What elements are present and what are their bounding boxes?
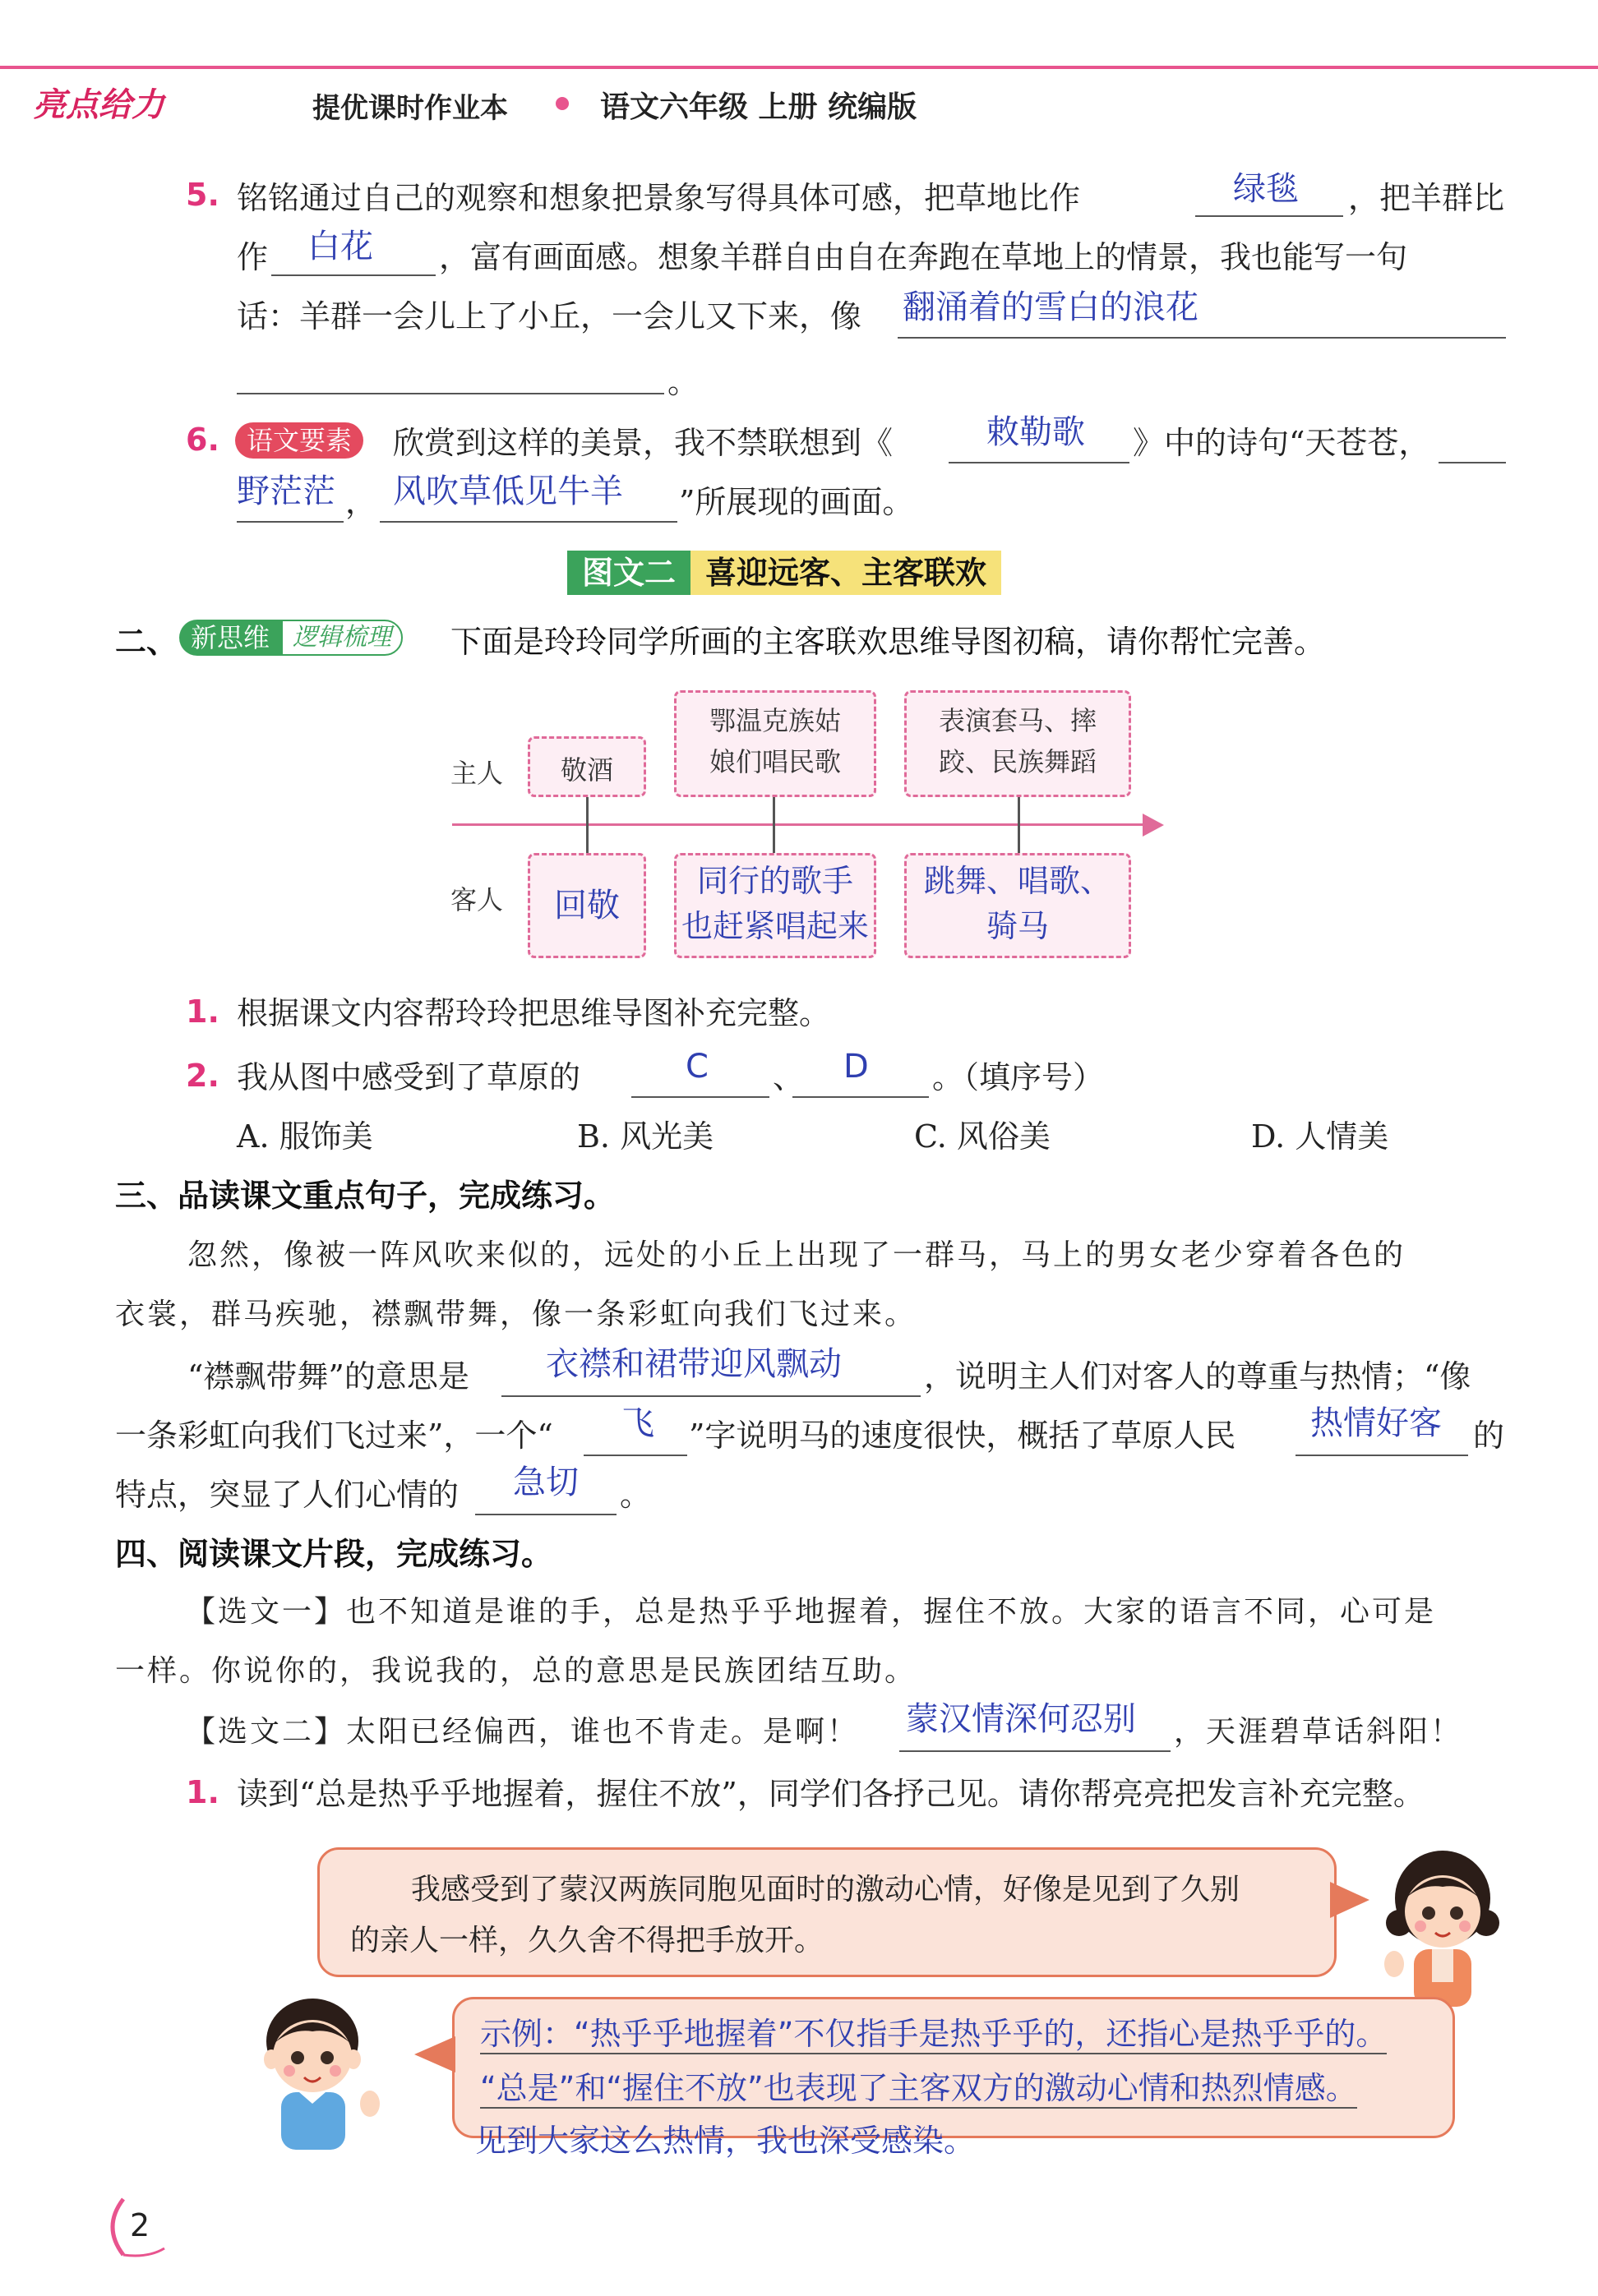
q5-blank3-cont xyxy=(237,393,664,394)
p2-q2-blank1 xyxy=(631,1096,769,1098)
part2-prefix: 二、 xyxy=(115,624,178,660)
speech-bubble-girl xyxy=(317,1847,1337,1977)
part2-tags xyxy=(179,620,403,656)
part3-passage-l1: 忽然，像被一阵风吹来似的，远处的小丘上出现了一群马，马上的男女老少穿着各色的 xyxy=(187,1238,1406,1272)
mm-connector-1 xyxy=(586,795,589,855)
part3-answer1: 衣襟和裙带迎风飘动 xyxy=(546,1345,842,1383)
p2-q1-text: 根据课文内容帮玲玲把思维导图补充完整。 xyxy=(237,995,831,1031)
q5-line4: 。 xyxy=(667,364,700,400)
p2-q2-text-a: 我从图中感受到了草原的 xyxy=(237,1059,581,1095)
q6-line1-b: 》中的诗句“天苍苍， xyxy=(1133,425,1430,461)
mm-guest-box-3 xyxy=(904,853,1131,958)
mm-connector-2 xyxy=(773,795,775,855)
part3-l3-a: 特点，突显了人们心情的 xyxy=(115,1477,460,1513)
part4-s2-b: ，天涯碧草话斜阳！ xyxy=(1174,1715,1463,1749)
part3-answer2: 飞 xyxy=(621,1404,654,1442)
q5-line2-b: ，富有画面感。想象羊群自由自在奔跑在草地上的情景，我也能写一句 xyxy=(439,239,1408,275)
p2-q2-text-b: 。（填序号） xyxy=(932,1059,1105,1095)
p2-q1-number: 1. xyxy=(186,994,219,1030)
q5-line2-a: 作 xyxy=(237,239,269,275)
header-dot-icon xyxy=(556,97,569,110)
p2-q2-option-c: C. 风俗美 xyxy=(914,1118,1051,1155)
mm-axis xyxy=(452,823,1151,826)
p2-q2-answer1: C xyxy=(686,1048,709,1086)
mm-host-2-l1: 鄂温克族姑 xyxy=(709,705,841,736)
part3-l2-a: 一条彩虹向我们飞过来”，一个“ xyxy=(115,1418,553,1454)
bubble2-line2: “总是”和“握住不放”也表现了主客双方的激动心情和热烈情感。 xyxy=(480,2072,1357,2109)
mm-host-label: 主人 xyxy=(450,758,504,789)
bubble1-line2: 的亲人一样，久久舍不得把手放开。 xyxy=(350,1924,824,1957)
mm-guest-box-2 xyxy=(674,853,876,958)
mm-guest-3-l1: 跳舞、唱歌、 xyxy=(923,863,1111,899)
bubble2-line1: 示例：“热乎乎地握着”不仅指手是热乎乎的，还指心是热乎乎的。 xyxy=(480,2018,1387,2054)
part3-l1-a: “襟飘带舞”的意思是 xyxy=(187,1358,469,1395)
part3-l2-b: ”字说明马的速度很快，概括了草原人民 xyxy=(689,1418,1236,1454)
bubble2-tail-icon xyxy=(414,2036,455,2072)
q6-blank2 xyxy=(237,521,344,523)
part2-tag-newthink: 新思维 xyxy=(179,620,281,656)
q5-answer3: 翻涌着的雪白的浪花 xyxy=(903,288,1198,326)
mm-connector-3 xyxy=(1018,795,1020,855)
p2-q2-number: 2. xyxy=(186,1058,219,1094)
q5-answer2: 白花 xyxy=(307,228,373,265)
q6-blank1 xyxy=(949,462,1129,463)
part3-answer4: 急切 xyxy=(513,1464,579,1501)
mm-guest-box-1 xyxy=(528,853,646,958)
page-number: 2 xyxy=(130,2207,150,2243)
mm-host-3-l2: 跤、民族舞蹈 xyxy=(938,745,1097,777)
section-banner xyxy=(567,551,1001,595)
part4-s1-l1: 【选文一】也不知道是谁的手，总是热乎乎地握着，握住不放。大家的语言不同，心可是 xyxy=(186,1595,1437,1629)
part3-blank4 xyxy=(475,1514,617,1515)
bubble2-line3: 见到大家这么热情，我也深受感染。 xyxy=(475,2123,976,2159)
mm-guest-label: 客人 xyxy=(450,884,504,915)
q6-comma: ， xyxy=(345,484,377,520)
q6-line1-a: 欣赏到这样的美景，我不禁联想到《 xyxy=(393,425,894,461)
part4-blank xyxy=(899,1750,1171,1752)
p2-q2-blank2 xyxy=(792,1096,929,1098)
q5-blank1 xyxy=(1195,215,1343,217)
mm-host-1: 敬酒 xyxy=(560,754,613,786)
q6-answer1: 敕勒歌 xyxy=(986,413,1085,451)
part3-blank3 xyxy=(1295,1455,1468,1456)
p2-q2-option-b: B. 风光美 xyxy=(577,1118,714,1155)
p2-q2-sep: 、 xyxy=(773,1059,805,1095)
part2-tag-logic: 逻辑梳理 xyxy=(281,620,403,656)
mind-map xyxy=(427,690,1167,961)
mm-host-3-l1: 表演套马、摔 xyxy=(938,705,1097,736)
part3-blank2 xyxy=(584,1455,687,1456)
part2-heading: 下面是玲玲同学所画的主客联欢思维导图初稿，请你帮忙完善。 xyxy=(450,624,1326,660)
q5-blank2 xyxy=(271,274,436,276)
mm-guest-1: 回敬 xyxy=(554,887,620,924)
part3-l2-c: 的 xyxy=(1473,1418,1505,1454)
part3-l3-b: 。 xyxy=(620,1477,652,1513)
bubble1-tail-icon xyxy=(1330,1882,1369,1918)
p2-q2-option-a: A. 服饰美 xyxy=(237,1118,373,1155)
mm-arrow-icon xyxy=(1143,814,1164,837)
mm-host-box-3 xyxy=(904,690,1131,797)
part3-blank1 xyxy=(501,1395,921,1397)
p4-q1-text: 读到“总是热乎乎地握着，握住不放”，同学们各抒己见。请你帮亮亮把发言补充完整。 xyxy=(237,1776,1425,1812)
mm-host-box-2 xyxy=(674,690,876,797)
header-logo: 亮点给力 xyxy=(33,86,164,124)
bubble1-line1: 我感受到了蒙汉两族同胞见面时的激动心情，好像是见到了久别 xyxy=(411,1873,1240,1906)
part3-heading: 三、品读课文重点句子，完成练习。 xyxy=(115,1178,616,1214)
part4-s2-answer: 蒙汉情深何忍别 xyxy=(906,1700,1136,1738)
q6-answer2: 野茫茫 xyxy=(237,473,335,510)
q6-tag: 语文要素 xyxy=(235,422,363,459)
mm-guest-2-l2: 也赶紧唱起来 xyxy=(681,908,869,945)
mm-guest-2-l1: 同行的歌手 xyxy=(696,863,853,899)
q5-line3-a: 话：羊群一会儿上了小丘，一会儿又下来，像 xyxy=(237,298,862,334)
part4-heading: 四、阅读课文片段，完成练习。 xyxy=(115,1536,553,1572)
part4-s1-l2: 一样。你说你的，我说我的，总的意思是民族团结互助。 xyxy=(115,1654,917,1688)
boy-avatar xyxy=(247,1989,386,2153)
girl-avatar xyxy=(1381,1841,1504,2013)
q5-blank3 xyxy=(898,337,1506,339)
part4-s2-a: 【选文二】太阳已经偏西，谁也不肯走。是啊！ xyxy=(186,1715,860,1749)
header-rule xyxy=(0,66,1598,69)
header-book-title: 语文六年级 上册 统编版 xyxy=(600,90,917,124)
mm-host-box-1 xyxy=(528,736,646,797)
q5-number: 5. xyxy=(186,177,219,213)
p2-q2-answer2: D xyxy=(843,1048,869,1086)
part3-l1-b: ，说明主人们对客人的尊重与热情；“像 xyxy=(924,1358,1471,1395)
q5-line1-b: ，把羊群比 xyxy=(1348,180,1505,216)
q6-answer3: 风吹草低见牛羊 xyxy=(393,473,623,510)
q6-number: 6. xyxy=(186,422,219,458)
part3-answer3: 热情好客 xyxy=(1310,1404,1442,1442)
part3-passage-l2: 衣裳，群马疾驰，襟飘带舞，像一条彩虹向我们飞过来。 xyxy=(115,1298,917,1331)
p2-q2-option-d: D. 人情美 xyxy=(1251,1118,1389,1155)
header-subtitle: 提优课时作业本 xyxy=(312,92,508,125)
mm-guest-3-l2: 骑马 xyxy=(986,908,1049,945)
banner-left: 图文二 xyxy=(567,551,690,595)
p4-q1-number: 1. xyxy=(186,1774,219,1810)
q6-blank2-start xyxy=(1439,462,1506,463)
q5-line1-a: 铭铭通过自己的观察和想象把景象写得具体可感，把草地比作 xyxy=(237,180,1081,216)
q6-blank3 xyxy=(380,521,677,523)
q5-answer1: 绿毯 xyxy=(1233,170,1299,208)
mm-host-2-l2: 娘们唱民歌 xyxy=(709,745,841,777)
banner-right: 喜迎远客、主客联欢 xyxy=(690,551,1001,595)
q6-line2-b: ”所展现的画面。 xyxy=(679,484,914,520)
